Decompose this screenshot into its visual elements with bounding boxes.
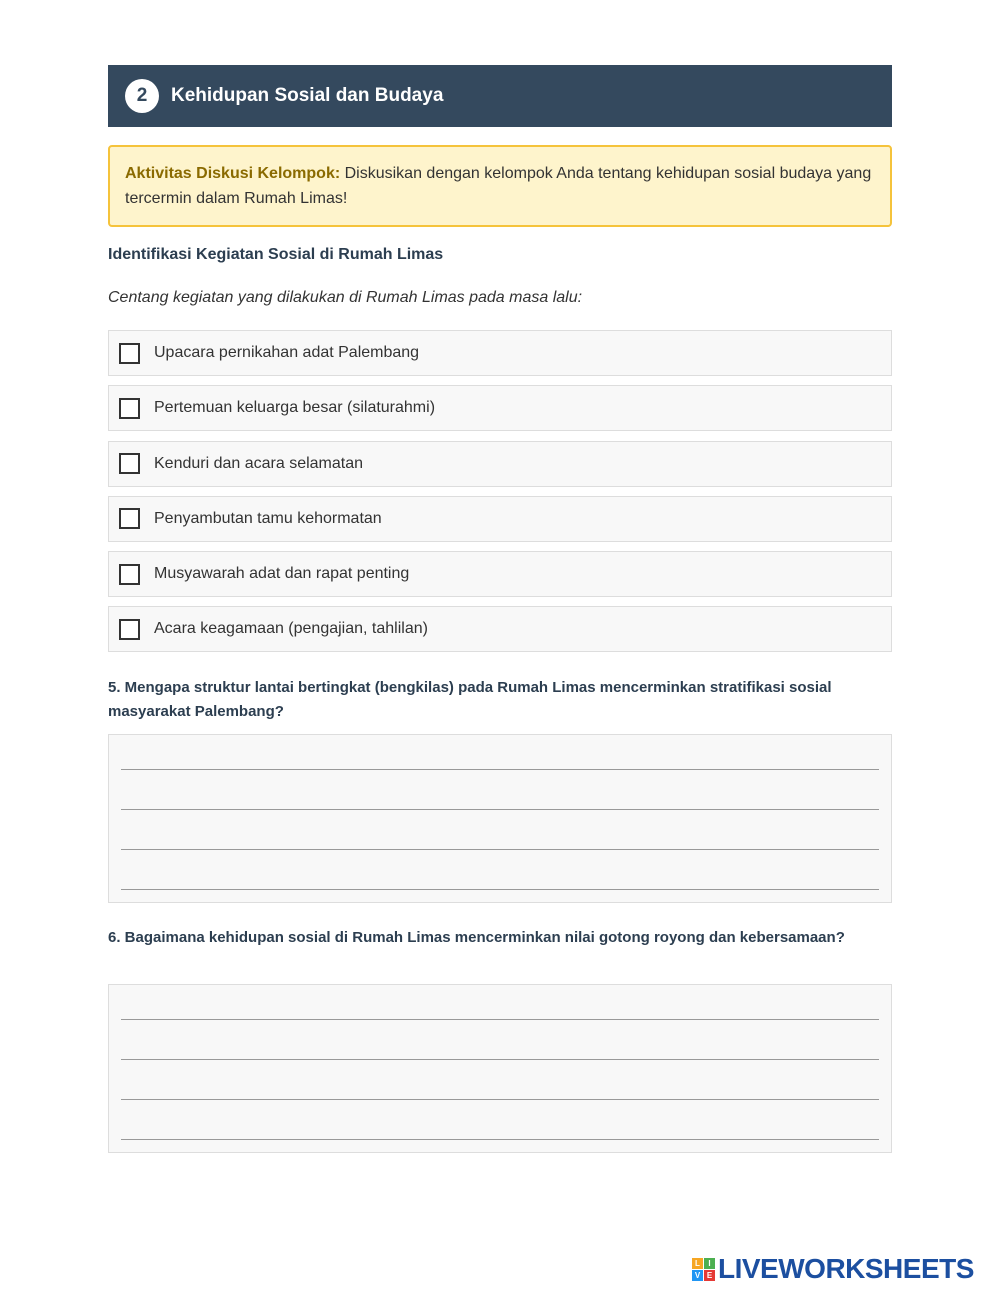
brand-name: LIVEWORKSHEETS <box>718 1253 974 1284</box>
checkbox[interactable] <box>119 398 140 419</box>
checklist-item-label: Musyawarah adat dan rapat penting <box>154 565 410 583</box>
checklist-item[interactable] <box>108 551 892 597</box>
checklist-item-label: Kenduri dan acara selamatan <box>154 454 364 472</box>
answer-line <box>121 769 879 770</box>
checklist-item[interactable] <box>108 606 892 652</box>
answer-line <box>121 889 879 890</box>
checklist-item-label: Upacara pernikahan adat Palembang <box>154 344 420 361</box>
social-activities-instruction: Centang kegiatan yang dilakukan di Rumah Limas pada masa lalu: <box>108 289 583 306</box>
answer-line <box>121 1139 879 1140</box>
question-5-text: 5. Mengapa struktur lantai bertingkat (bengkilas) pada Rumah Limas mencerminkan stratifikasi sosial masyarakat Palembang? <box>108 679 832 720</box>
activity-callout <box>108 145 892 227</box>
logo-letter: V <box>692 1270 703 1281</box>
answer-line <box>121 1019 879 1020</box>
section-number-badge: 2 <box>125 79 159 113</box>
checklist-item[interactable] <box>108 385 892 431</box>
checklist-item[interactable] <box>108 496 892 542</box>
checklist-item-label: Acara keagamaan (pengajian, tahlilan) <box>154 620 428 638</box>
question-6-text: 6. Bagaimana kehidupan sosial di Rumah Limas mencerminkan nilai gotong royong dan kebersamaan? <box>108 929 845 946</box>
activity-text: Diskusikan dengan kelompok Anda tentang kehidupan sosial budaya yang tercermin dalam Rumah Limas! <box>125 165 872 207</box>
checklist-item-label: Penyambutan tamu kehormatan <box>154 509 382 527</box>
answer-line <box>121 809 879 810</box>
checklist-item-label: Pertemuan keluarga besar (silaturahmi) <box>154 399 436 417</box>
checklist-item[interactable] <box>108 441 892 487</box>
checkbox[interactable] <box>119 453 140 474</box>
section-title: Kehidupan Sosial dan Budaya <box>171 85 444 106</box>
logo-letter: L <box>692 1258 703 1269</box>
logo-letter: I <box>704 1258 715 1269</box>
social-activities-heading: Identifikasi Kegiatan Sosial di Rumah Limas <box>108 246 444 263</box>
logo-letter: E <box>704 1270 715 1281</box>
activity-checklist <box>108 330 892 662</box>
answer-line <box>121 849 879 850</box>
answer-line <box>121 1099 879 1100</box>
checkbox[interactable] <box>119 343 140 364</box>
section-header <box>108 65 892 127</box>
checkbox[interactable] <box>119 564 140 585</box>
checkbox[interactable] <box>119 619 140 640</box>
checkbox[interactable] <box>119 508 140 529</box>
liveworksheets-logo <box>692 1254 974 1284</box>
answer-line <box>121 1059 879 1060</box>
logo-icon <box>692 1258 715 1281</box>
checklist-item[interactable] <box>108 330 892 376</box>
question-6-answer-area[interactable] <box>108 984 892 1153</box>
question-5-answer-area[interactable] <box>108 734 892 903</box>
activity-label: Aktivitas Diskusi Kelompok: <box>125 165 341 182</box>
